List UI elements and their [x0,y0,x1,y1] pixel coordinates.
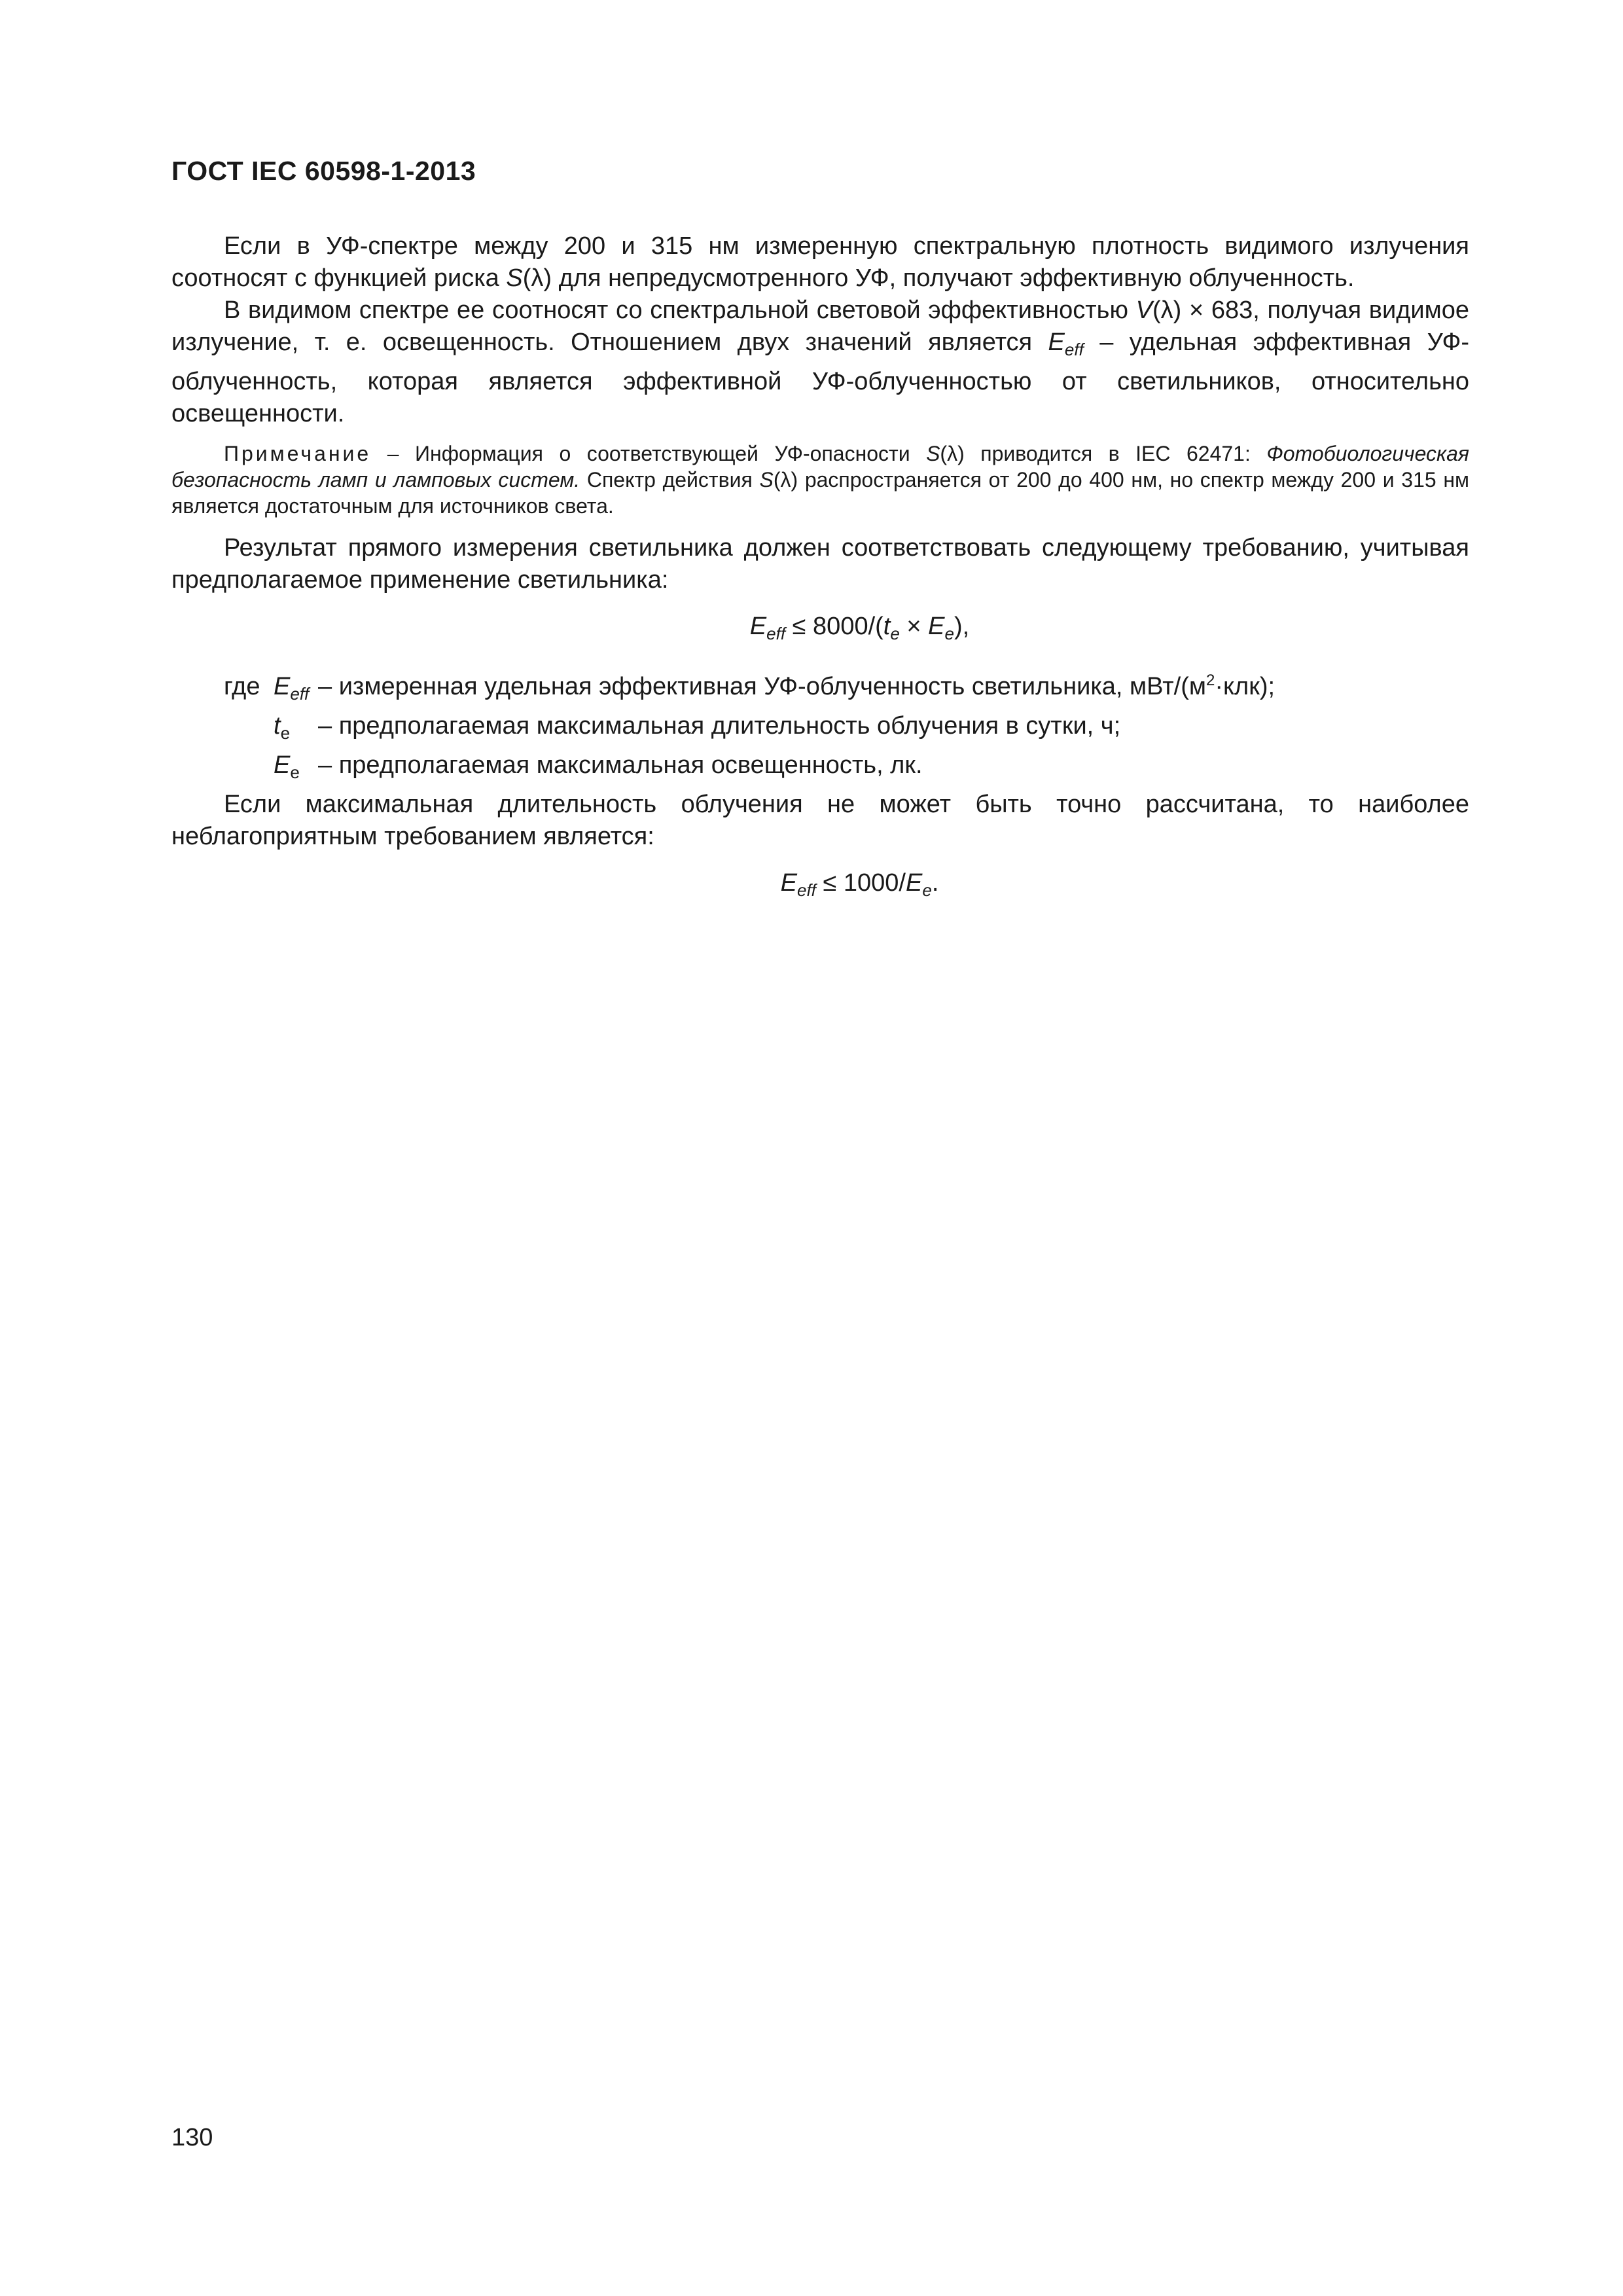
paragraph-4: Если максимальная длительность облучения не может быть точно рассчитана, то наиболее неблагоприятным требованием является: [171,791,1469,850]
where-legend [171,664,1469,789]
formula-2: $E_{eff} \le 1000/E_e$. [780,869,939,900]
page-number: 130 [171,2124,213,2151]
where-description: – измеренная удельная эффективная УФ-облученность светильника, мВт/$(м^2\cdot клк)$; [318,672,1275,700]
formula-1: $E_{eff} \le 8000/(t_e \times E_e)$, [749,613,970,643]
where-description: – предполагаемая максимальная длительность облучения в сутки, ч; [318,712,1121,740]
paragraph-2: В видимом спектре ее соотносят со спектральной световой эффективностью V(λ) × 683, получая видимое излучение, т. е. освещенность. Отношением двух значений является $E_{eff}$ – удельная эффективная УФ-облученность, которая является эффективной УФ-облученностью от светильников, относительно освещенности. [171,296,1470,427]
note-label: Примечание [224,442,372,465]
document-header: ГОСТ IEC 60598-1-2013 [171,156,476,186]
where-row [171,664,1469,710]
where-symbol: $t_e$ [274,712,291,743]
paragraph-1: Если в УФ-спектре между 200 и 315 нм измеренную спектральную плотность видимого излучения соотносят с функцией риска S(λ) для непредусмотренного УФ, получают эффективную облученность. [171,232,1469,292]
note-cited-title: Фотобиологическая безопасность ламп и ламповых систем. [171,442,1469,492]
where-symbol: $E_{eff}$ [274,673,310,704]
where-row [171,710,1469,749]
where-description: – предполагаемая максимальная освещенность, лк. [318,751,923,779]
paragraph-3: Результат прямого измерения светильника должен соответствовать следующему требованию, учитывая предполагаемое применение светильника: [171,534,1469,594]
where-symbol: $E_e$ [274,751,300,782]
document-body [171,230,1469,921]
note-paragraph: Примечание – Информация о соответствующей УФ-опасности S(λ) приводится в IEC 62471: Фотобиологическая безопасность ламп и ламповых систем. Спектр действия S(λ) распространяется от 200 до 400 нм, но спектр между 200 и 315 нм является достаточным для источников света. [171,442,1470,518]
where-lead: где [224,673,260,700]
where-row [171,749,1469,789]
